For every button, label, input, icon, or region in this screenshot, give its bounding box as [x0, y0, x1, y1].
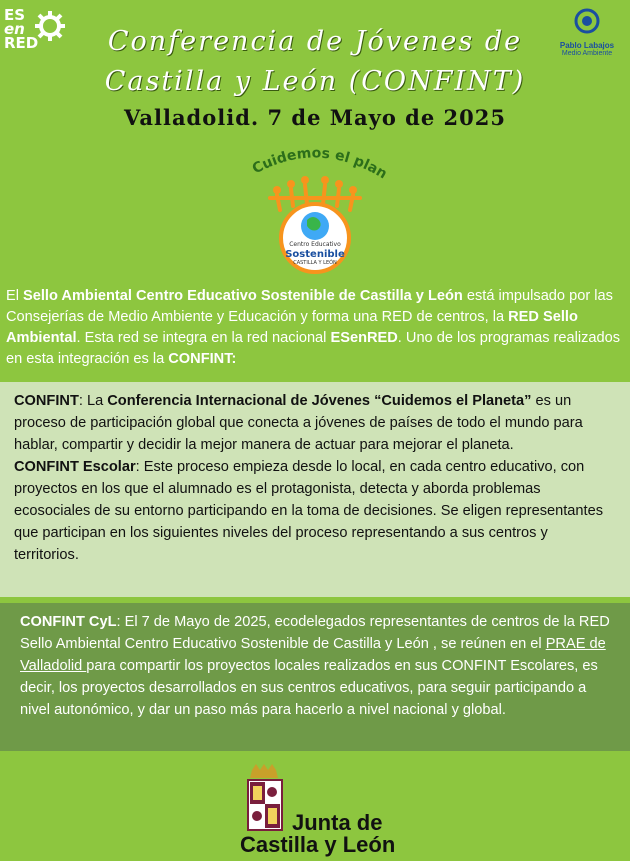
junta-line-2: Castilla y León — [240, 832, 396, 857]
page-title — [70, 22, 560, 102]
intro-bold-esenred: ESenRED — [330, 330, 398, 346]
cuidemos-el-planeta-logo-icon — [225, 140, 405, 275]
junta-castilla-leon-logo — [240, 762, 400, 858]
intro-paragraph — [0, 281, 630, 377]
confint-cyl-panel — [0, 603, 630, 751]
confint-escolar-text: : Este proceso empieza desde lo local, en cada centro educativo, con proyectos en los que el alumnado es el protagonista, detecta y aborda problemas ecosociales de su entorno participando en la toma de decisiones. Se eligen representantes que participan en los siguientes niveles del proceso representando a sus centros y territorios. — [14, 459, 603, 563]
title-line-2: Castilla y León (CONFINT) — [104, 66, 526, 97]
logo-badge-line-1: Centro Educativo — [289, 241, 341, 248]
confint-cyl-text: : El 7 de Mayo de 2025, ecodelegados representantes de centros de la RED Sello Ambiental Centro Educativo Sostenible de Castilla y León , se reúnen en el — [20, 614, 610, 652]
intro-text: . Uno de los programas realizados en esta integración es la — [6, 330, 621, 367]
confint-text: : La — [78, 393, 108, 409]
header — [0, 0, 630, 275]
pablo-logo-sub: Medio Ambiente — [561, 50, 613, 57]
intro-bold-confint: CONFINT: — [168, 351, 237, 367]
svg-text:Cuidemos el planeta — [225, 140, 390, 182]
logo-badge-line-3: CASTILLA Y LEÓN — [293, 260, 337, 266]
logo-badge-line-2: Sostenible — [285, 249, 345, 260]
coat-of-arms-icon — [240, 762, 290, 834]
logo-arc-text: Cuidemos el plan — [249, 145, 390, 183]
event-date: Valladolid. 7 de Mayo de 2025 — [124, 105, 506, 130]
intro-text: está impulsado por las Consejerías de Medio Ambiente y Educación y forma una RED de centros, la — [6, 288, 613, 325]
confint-escolar-paragraph — [14, 456, 616, 566]
pablo-logo-name: Pablo Labajos — [559, 41, 615, 50]
prae-valladolid-link[interactable]: PRAE de Valladolid — [20, 636, 606, 674]
title-line-1: Conferencia de Jóvenes de — [107, 26, 523, 57]
confint-text: es un proceso de participación global que conecta a jóvenes de países de todo el mundo para hablar, compartir y decidir la mejor manera de actuar para mejorar el planeta. — [14, 393, 583, 453]
confint-cyl-text: para compartir los proyectos locales realizados en sus CONFINT Escolares, es decir, los proyectos desarrollados en sus centros educativos, para seguir participando a nivel autonómico, y dar un paso más para hacerlo a nivel nacional y global. — [20, 658, 598, 718]
gear-icon — [34, 10, 66, 42]
esenred-logo-en: en — [4, 20, 25, 38]
intro-bold-sello: Sello Ambiental Centro Educativo Sostenible de Castilla y León — [23, 288, 463, 304]
intro-text: El — [6, 288, 24, 304]
pablo-logo-icon — [574, 8, 600, 34]
confint-bold-title: Conferencia Internacional de Jóvenes “Cuidemos el Planeta” — [107, 393, 532, 409]
esenred-logo-red: RED — [4, 34, 39, 52]
confint-label: CONFINT — [14, 393, 79, 409]
sello-ambiental-logo — [225, 140, 405, 275]
esenred-logo — [4, 8, 68, 60]
esenred-logo-es: ES — [4, 6, 26, 24]
confint-paragraph — [14, 390, 616, 456]
junta-line-1: Junta de — [292, 810, 383, 835]
intro-text: . Esta red se integra en la red nacional — [76, 330, 331, 346]
intro-bold-red: RED Sello Ambiental — [6, 309, 578, 346]
pablo-labajos-logo — [552, 8, 622, 57]
confint-cyl-label: CONFINT CyL — [20, 614, 117, 630]
confint-panel — [0, 382, 630, 597]
confint-escolar-label: CONFINT Escolar — [14, 459, 136, 475]
